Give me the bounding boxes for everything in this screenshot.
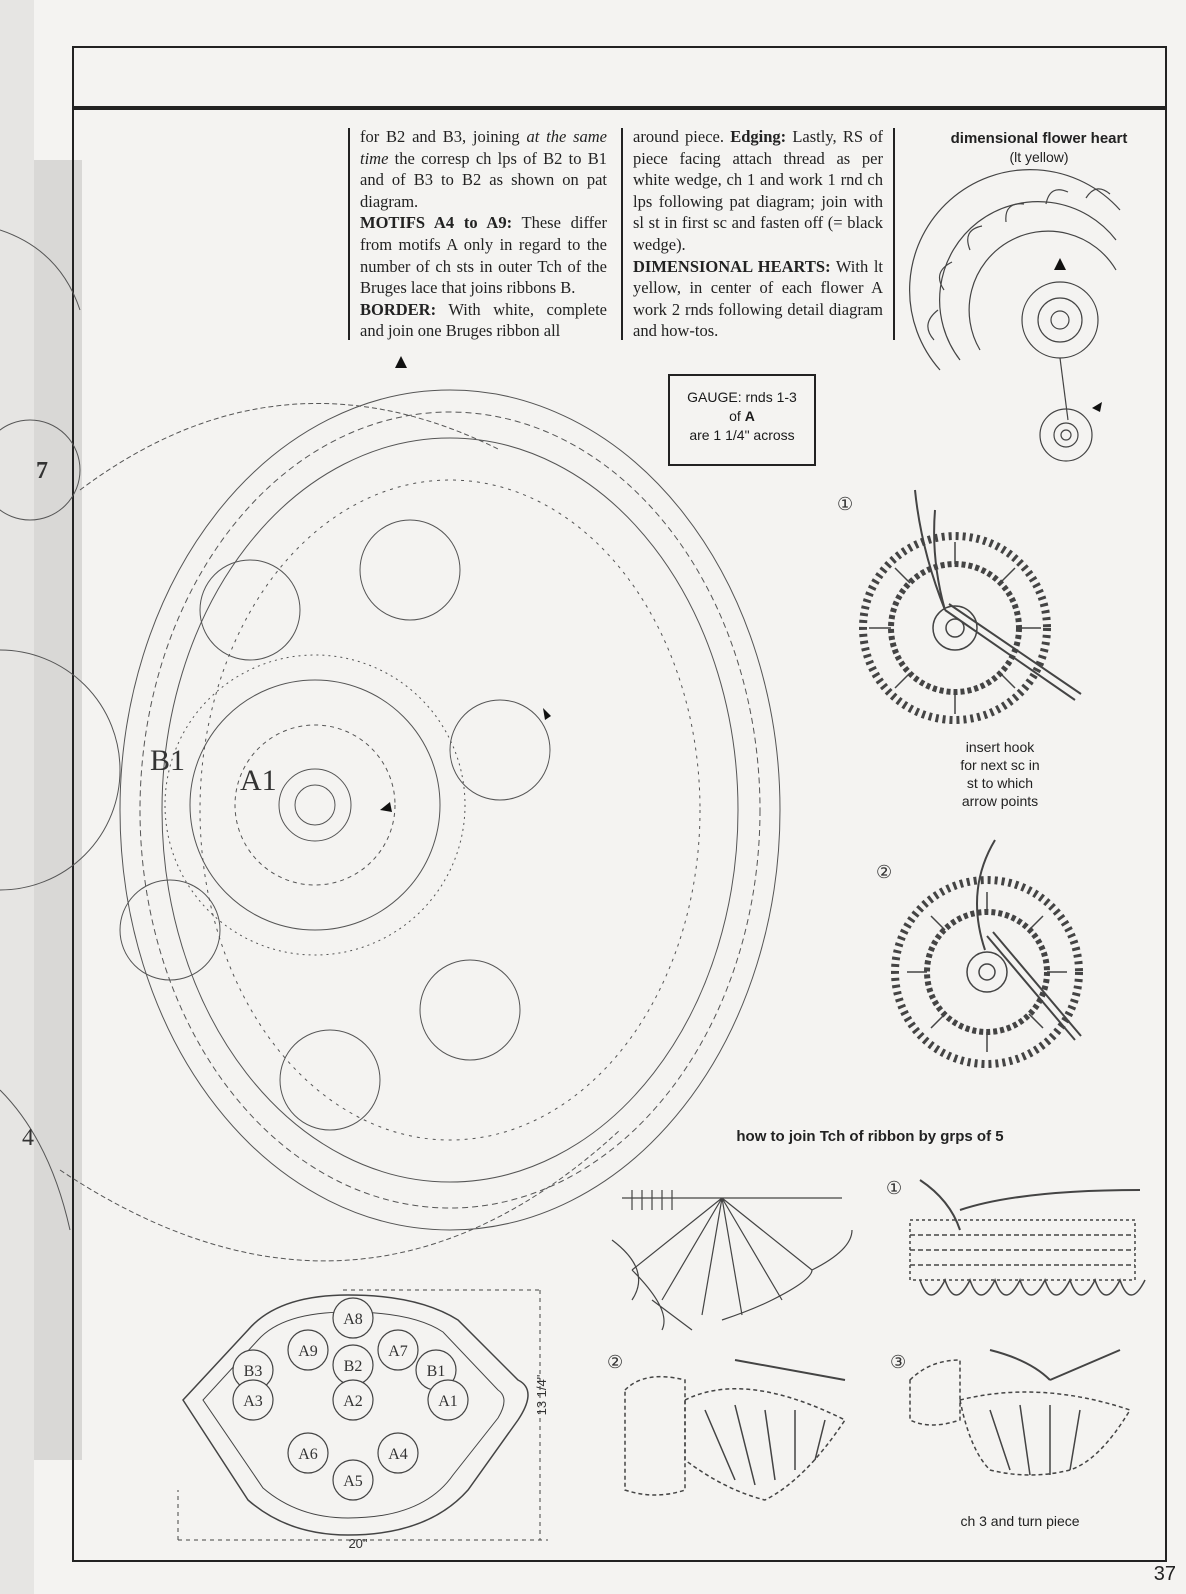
doily-pattern-diagram bbox=[0, 190, 790, 1270]
label-seven: 7 bbox=[36, 458, 48, 484]
label-four: 4 bbox=[22, 1125, 34, 1151]
heart-caption bbox=[934, 130, 1144, 166]
step-1-caption bbox=[930, 738, 1070, 810]
step-3c-number: ③ bbox=[890, 1352, 907, 1372]
text: These differ from motifs A only in regard to the number of ch sts in outer Tch of the Bruges lace that joins ribbons B. bbox=[360, 213, 607, 298]
heading-dimensional-hearts: DIMENSIONAL HEARTS: bbox=[633, 256, 831, 276]
schematic-label: B3 bbox=[243, 1363, 263, 1380]
schematic-label: A5 bbox=[343, 1473, 363, 1490]
step-1-illustration bbox=[845, 490, 1085, 740]
schematic-label: A8 bbox=[343, 1311, 363, 1328]
step-2-number: ② bbox=[876, 862, 893, 882]
text: With white, complete and join one Bruges ribbon all bbox=[360, 299, 607, 341]
schematic-label: A7 bbox=[388, 1343, 408, 1360]
caption-line: arrow points bbox=[961, 793, 1039, 809]
gauge-line-1: GAUGE: rnds 1-3 bbox=[687, 389, 797, 405]
caption-line: st to which bbox=[966, 775, 1034, 791]
schematic-label: B1 bbox=[426, 1363, 446, 1380]
tch-step-3-illustration bbox=[900, 1350, 1145, 1500]
schematic-height: 13 1/4" bbox=[534, 1374, 549, 1416]
step-2-illustration bbox=[875, 840, 1105, 1080]
schematic-label: A3 bbox=[243, 1393, 263, 1410]
schematic-diagram bbox=[178, 1290, 568, 1552]
caption-line: for next sc in bbox=[960, 757, 1040, 773]
column-rule-right bbox=[893, 128, 895, 340]
schematic-label: A1 bbox=[438, 1393, 458, 1410]
text: around piece. bbox=[633, 127, 731, 146]
gauge-of: of bbox=[729, 408, 745, 424]
text: the corresp ch lps of B2 to B1 and of B3 to B2 as shown on pat diagram. bbox=[360, 148, 607, 211]
step-3a-number: ① bbox=[886, 1178, 903, 1198]
heart-title: dimensional flower heart bbox=[950, 130, 1128, 147]
heading-edging: Edging: bbox=[730, 127, 787, 146]
heart-diagram bbox=[920, 170, 1140, 480]
tch-section-title: how to join Tch of ribbon by grps of 5 bbox=[736, 1128, 1004, 1145]
header-band bbox=[72, 46, 1167, 110]
gauge-line-3: are 1 1/4" across bbox=[689, 427, 795, 443]
text-italic: at the same time bbox=[360, 127, 607, 168]
tch-step-1-illustration bbox=[900, 1180, 1145, 1330]
caption-line: insert hook bbox=[965, 739, 1035, 755]
label-b1: B1 bbox=[150, 744, 186, 777]
gauge-motif: A bbox=[744, 408, 755, 424]
tch-caption: ch 3 and turn piece bbox=[960, 1513, 1080, 1529]
label-a1: A1 bbox=[240, 764, 277, 797]
schematic-label: A6 bbox=[298, 1446, 318, 1463]
schematic-label: A9 bbox=[298, 1343, 318, 1360]
schematic-label: A2 bbox=[343, 1393, 363, 1410]
heading-motifs: MOTIFS A4 to A9: bbox=[360, 213, 513, 233]
page-number: 37 bbox=[1153, 1563, 1176, 1585]
schematic-label: B2 bbox=[343, 1358, 363, 1375]
heading-border: BORDER: bbox=[360, 299, 437, 319]
tch-step-2-illustration bbox=[615, 1350, 860, 1515]
heart-subtitle: (lt yellow) bbox=[1009, 149, 1069, 165]
text: for B2 and B3, joining bbox=[360, 127, 527, 146]
step-3b-number: ② bbox=[607, 1352, 624, 1372]
schematic-width: 20" bbox=[348, 1536, 368, 1551]
step-1-number: ① bbox=[837, 494, 854, 514]
schematic-label: A4 bbox=[388, 1446, 408, 1463]
text: With lt yellow, in center of each flower A work 2 rnds following detail diagram and how-tos. bbox=[633, 256, 883, 341]
text: Lastly, RS of piece facing attach thread as per white wedge, ch 1 and work 1 rnd ch lps following pat diagram; join with sl st in first sc and fasten off (= black wedge). bbox=[633, 127, 883, 254]
